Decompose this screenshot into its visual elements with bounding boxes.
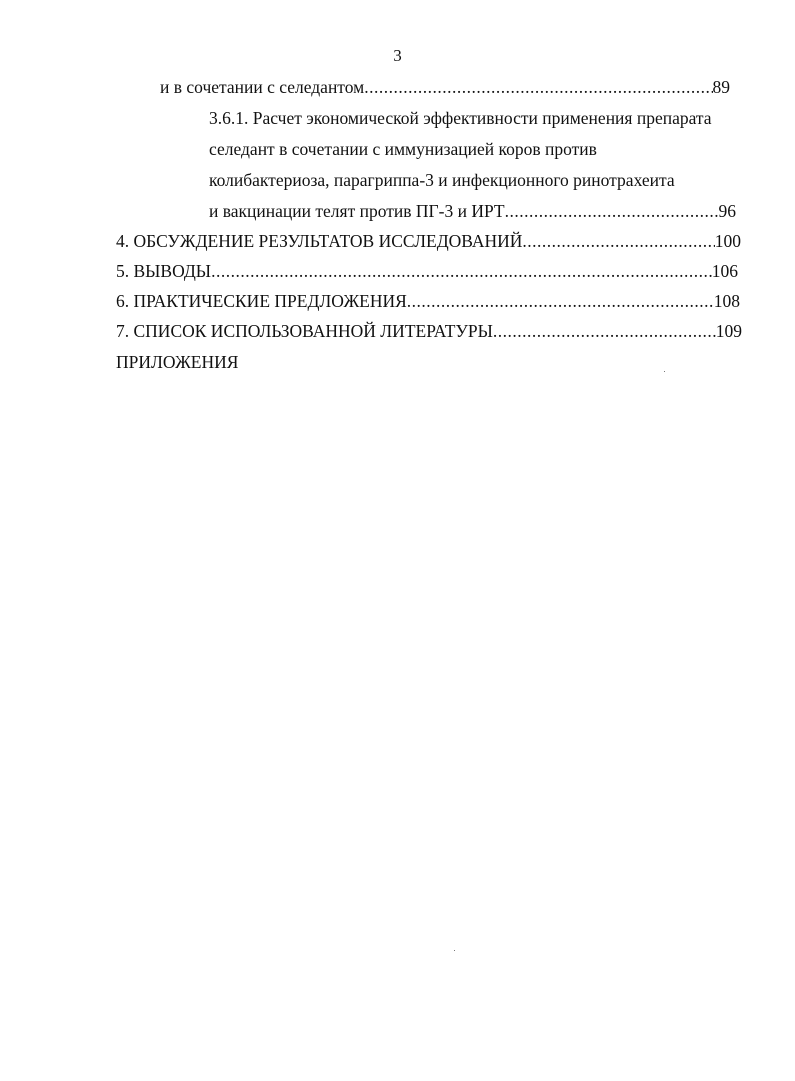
toc-entry-continuation	[160, 76, 730, 98]
toc-entry-page: 96	[718, 201, 736, 221]
toc-leader-dots	[211, 260, 712, 282]
toc-entry-chapter-4	[116, 230, 741, 252]
toc-leader-dots	[364, 76, 712, 98]
toc-entry-label: и вакцинации телят против ПГ-3 и ИРТ	[209, 201, 505, 221]
toc-entry-label: 7. СПИСОК ИСПОЛЬЗОВАННОЙ ЛИТЕРАТУРЫ	[116, 321, 493, 341]
toc-entry-page: 106	[711, 261, 738, 281]
toc-leader-dots	[505, 200, 719, 222]
scan-speck	[664, 371, 665, 372]
toc-entry-label: 6. ПРАКТИЧЕСКИЕ ПРЕДЛОЖЕНИЯ	[116, 291, 407, 311]
toc-subsection-line: 3.6.1. Расчет экономической эффективности применения препарата	[209, 108, 712, 128]
toc-subsection-line: колибактериоза, парагриппа-3 и инфекционного ринотрахеита	[209, 170, 675, 190]
scan-speck	[454, 950, 455, 951]
toc-entry-chapter-6	[116, 290, 740, 312]
toc-entry-appendix: ПРИЛОЖЕНИЯ	[116, 352, 239, 372]
toc-entry-label: и в сочетании с селедантом	[160, 77, 365, 97]
toc-entry-page: 108	[713, 291, 740, 311]
toc-leader-dots	[522, 230, 714, 252]
toc-leader-dots	[493, 320, 716, 342]
toc-entry-chapter-5	[116, 260, 738, 282]
toc-entry-page: 100	[714, 231, 741, 251]
toc-entry-label: 5. ВЫВОДЫ	[116, 261, 212, 281]
toc-entry-chapter-7	[116, 320, 742, 342]
toc-entry-page: 109	[715, 321, 742, 341]
toc-entry-subsection	[209, 200, 736, 222]
toc-entry-label: 4. ОБСУЖДЕНИЕ РЕЗУЛЬТАТОВ ИССЛЕДОВАНИЙ	[116, 231, 523, 251]
toc-leader-dots	[407, 290, 714, 312]
page-number: 3	[393, 46, 402, 65]
toc-subsection-line: селедант в сочетании с иммунизацией коров против	[209, 139, 597, 159]
toc-entry-page: 89	[712, 77, 730, 97]
